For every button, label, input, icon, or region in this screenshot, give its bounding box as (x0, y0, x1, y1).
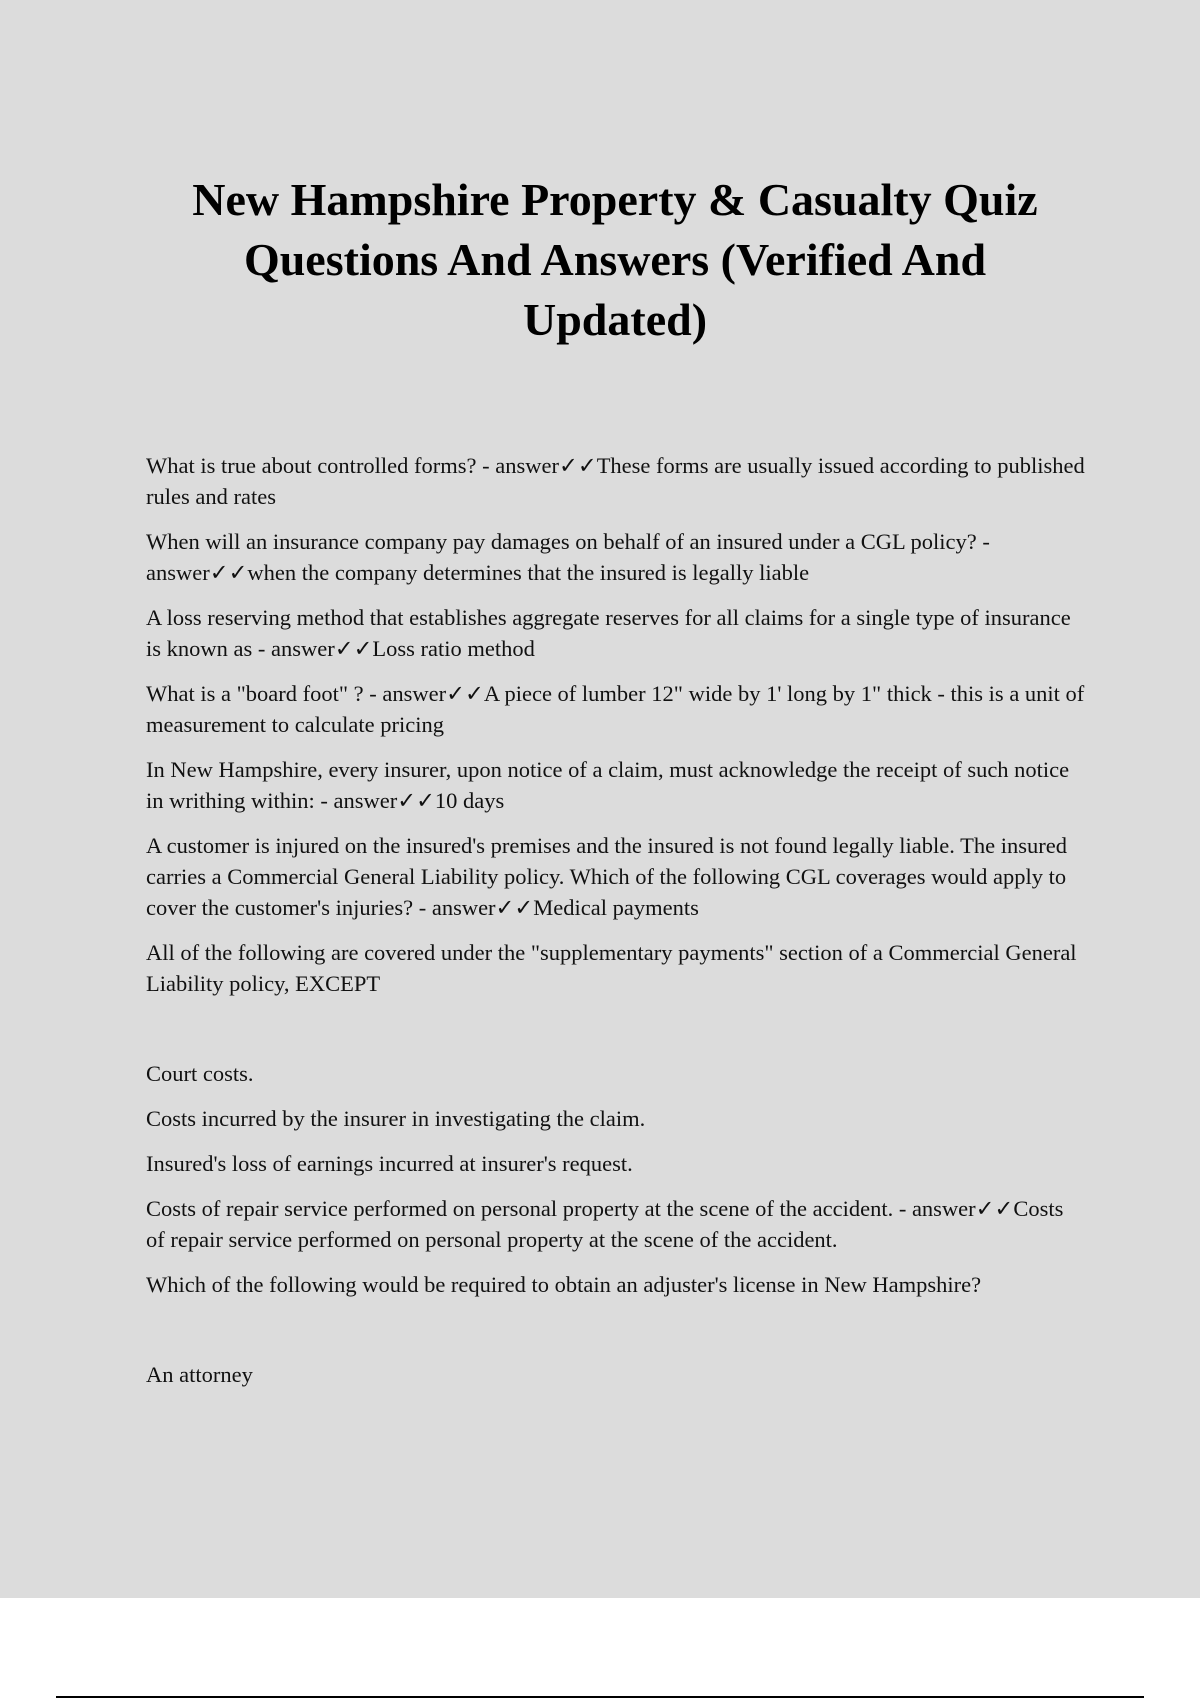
paragraph-attorney: An attorney (146, 1362, 253, 1387)
paragraph-court-costs: Court costs. (146, 1061, 254, 1086)
paragraph-medical-payments: A customer is injured on the insured's premises and the insured is not found legally liable. The insured carries a Commercial General Liability policy. Which of the following CGL coverages would apply to cover the customer's injuries? - answer✓✓Medical payments (146, 833, 1067, 920)
paragraph-repair-costs: Costs of repair service performed on personal property at the scene of the accident. - answer✓✓Costs of repair service performed on personal property at the scene of the accident. (146, 1196, 1064, 1252)
paragraph-claim-acknowledgement: In New Hampshire, every insurer, upon notice of a claim, must acknowledge the receipt of such notice in writhing within: - answer✓✓10 days (146, 757, 1070, 813)
paragraph-adjuster-license: Which of the following would be required to obtain an adjuster's license in New Hampshire? (146, 1272, 982, 1297)
paragraph-board-foot: What is a "board foot" ? - answer✓✓A piece of lumber 12" wide by 1' long by 1" thick - this is a unit of measurement to calculate pricing (146, 681, 1085, 737)
paragraph-supplementary-payments: All of the following are covered under the "supplementary payments" section of a Commercial General Liability policy, EXCEPT (146, 940, 1077, 996)
paragraph-loss-of-earnings: Insured's loss of earnings incurred at insurer's request. (146, 1151, 633, 1176)
document-title: New Hampshire Property & Casualty Quiz Questions And Answers (Verified And Updated) (192, 174, 1038, 345)
paragraph-controlled-forms: What is true about controlled forms? - answer✓✓These forms are usually issued according to published rules and rates (146, 453, 1085, 509)
paragraph-loss-reserving: A loss reserving method that establishes aggregate reserves for all claims for a single type of insurance is known as - answer✓✓Loss ratio method (146, 605, 1071, 661)
paragraph-cgl-damages: When will an insurance company pay damages on behalf of an insured under a CGL policy? - answer✓✓when the company determines that the insured is legally liable (146, 529, 990, 585)
document-body (146, 450, 1086, 1404)
footer-divider (56, 1696, 1144, 1698)
paragraph-investigation-costs: Costs incurred by the insurer in investigating the claim. (146, 1106, 646, 1131)
